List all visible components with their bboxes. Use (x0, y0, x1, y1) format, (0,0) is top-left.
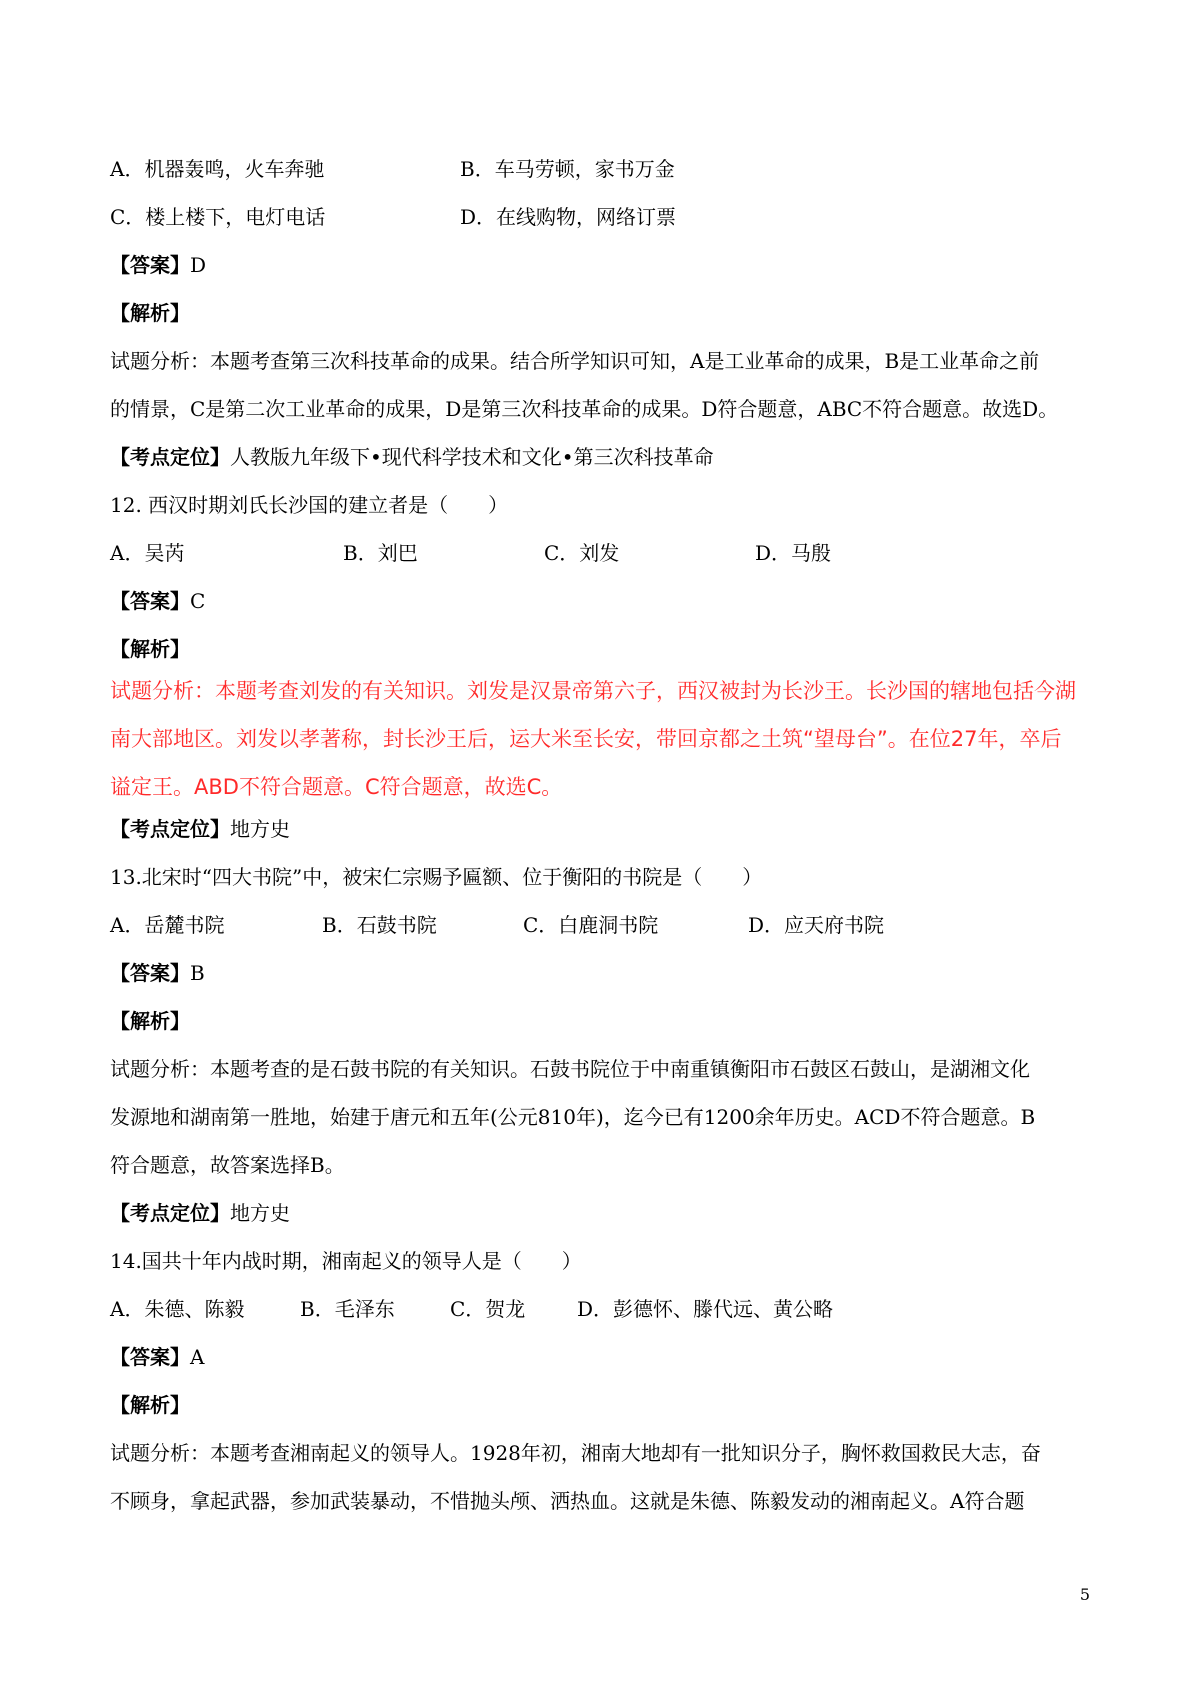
q13-answer (110, 959, 205, 987)
keypoint-value: 人教版九年级下•现代科学技术和文化•第三次科技革命 (230, 445, 714, 469)
q12-analysis-line: 试题分析：本题考查刘发的有关知识。刘发是汉景帝第六子，西汉被封为长沙王。长沙国的辖地包括今湖 (110, 679, 1076, 703)
q14-option-c: C．贺龙 (450, 1297, 526, 1321)
q12-option-c: C．刘发 (544, 541, 620, 565)
answer-value: D (190, 253, 207, 277)
q11-option-b: B．车马劳顿，家书万金 (460, 157, 675, 181)
q14-analysis-line: 试题分析：本题考查湘南起义的领导人。1928年初，湘南大地却有一批知识分子，胸怀救国救民大志，奋 (110, 1441, 1041, 1465)
keypoint-label: 【考点定位】 (110, 817, 230, 841)
q14-analysis-line: 不顾身，拿起武器，参加武装暴动，不惜抛头颅、洒热血。这就是朱德、陈毅发动的湘南起义。A符合题 (110, 1489, 1025, 1513)
q12-keypoint (110, 815, 290, 843)
q13-question: 13.北宋时“四大书院”中，被宋仁宗赐予匾额、位于衡阳的书院是（ ） (110, 865, 763, 889)
q13-option-a: A．岳麓书院 (110, 913, 225, 937)
q12-option-d: D．马殷 (755, 541, 832, 565)
q13-analysis-line: 试题分析：本题考查的是石鼓书院的有关知识。石鼓书院位于中南重镇衡阳市石鼓区石鼓山，是湖湘文化 (110, 1057, 1030, 1081)
q12-question: 12. 西汉时期刘氏长沙国的建立者是（ ） (110, 493, 509, 517)
answer-label: 【答案】 (110, 1345, 190, 1369)
q13-option-b: B．石鼓书院 (322, 913, 437, 937)
keypoint-value: 地方史 (230, 817, 290, 841)
q12-analysis-line: 谥定王。ABD不符合题意。C符合题意，故选C。 (110, 775, 563, 799)
answer-label: 【答案】 (110, 253, 190, 277)
q14-option-a: A．朱德、陈毅 (110, 1297, 245, 1321)
q13-analysis-label: 【解析】 (110, 1009, 190, 1033)
q11-answer (110, 251, 206, 279)
keypoint-label: 【考点定位】 (110, 1201, 230, 1225)
q13-option-c: C．白鹿洞书院 (523, 913, 659, 937)
q14-question: 14.国共十年内战时期，湘南起义的领导人是（ ） (110, 1249, 582, 1273)
q11-analysis-line: 试题分析：本题考查第三次科技革命的成果。结合所学知识可知，A是工业革命的成果，B是工业革命之前 (110, 349, 1040, 373)
q12-analysis-label: 【解析】 (110, 637, 190, 661)
q12-option-b: B．刘巴 (343, 541, 418, 565)
q12-answer (110, 587, 205, 615)
q13-keypoint (110, 1199, 290, 1227)
q11-analysis-label: 【解析】 (110, 301, 190, 325)
answer-value: B (190, 961, 205, 985)
q13-analysis-line: 发源地和湖南第一胜地，始建于唐元和五年(公元810年)，迄今已有1200余年历史。ACD不符合题意。B (110, 1105, 1036, 1129)
page-number: 5 (1079, 1585, 1090, 1604)
q14-analysis-label: 【解析】 (110, 1393, 190, 1417)
keypoint-value: 地方史 (230, 1201, 290, 1225)
q12-option-a: A．吴芮 (110, 541, 185, 565)
q11-option-d: D．在线购物，网络订票 (460, 205, 677, 229)
q13-analysis-line: 符合题意，故答案选择B。 (110, 1153, 345, 1177)
q14-answer (110, 1343, 204, 1371)
q14-option-b: B．毛泽东 (300, 1297, 395, 1321)
answer-label: 【答案】 (110, 961, 190, 985)
q12-analysis-line: 南大部地区。刘发以孝著称，封长沙王后，运大米至长安，带回京都之土筑“望母台”。在位27年，卒后 (110, 727, 1062, 751)
q11-option-c: C．楼上楼下，电灯电话 (110, 205, 326, 229)
q11-option-a: A．机器轰鸣，火车奔驰 (110, 157, 325, 181)
answer-value: C (190, 589, 206, 613)
q13-option-d: D．应天府书院 (748, 913, 885, 937)
q14-option-d: D．彭德怀、滕代远、黄公略 (577, 1297, 834, 1321)
q11-keypoint (110, 443, 714, 471)
answer-label: 【答案】 (110, 589, 190, 613)
keypoint-label: 【考点定位】 (110, 445, 230, 469)
q11-analysis-line: 的情景，C是第二次工业革命的成果，D是第三次科技革命的成果。D符合题意，ABC不符合题意。故选D。 (110, 397, 1059, 421)
answer-value: A (190, 1345, 205, 1369)
